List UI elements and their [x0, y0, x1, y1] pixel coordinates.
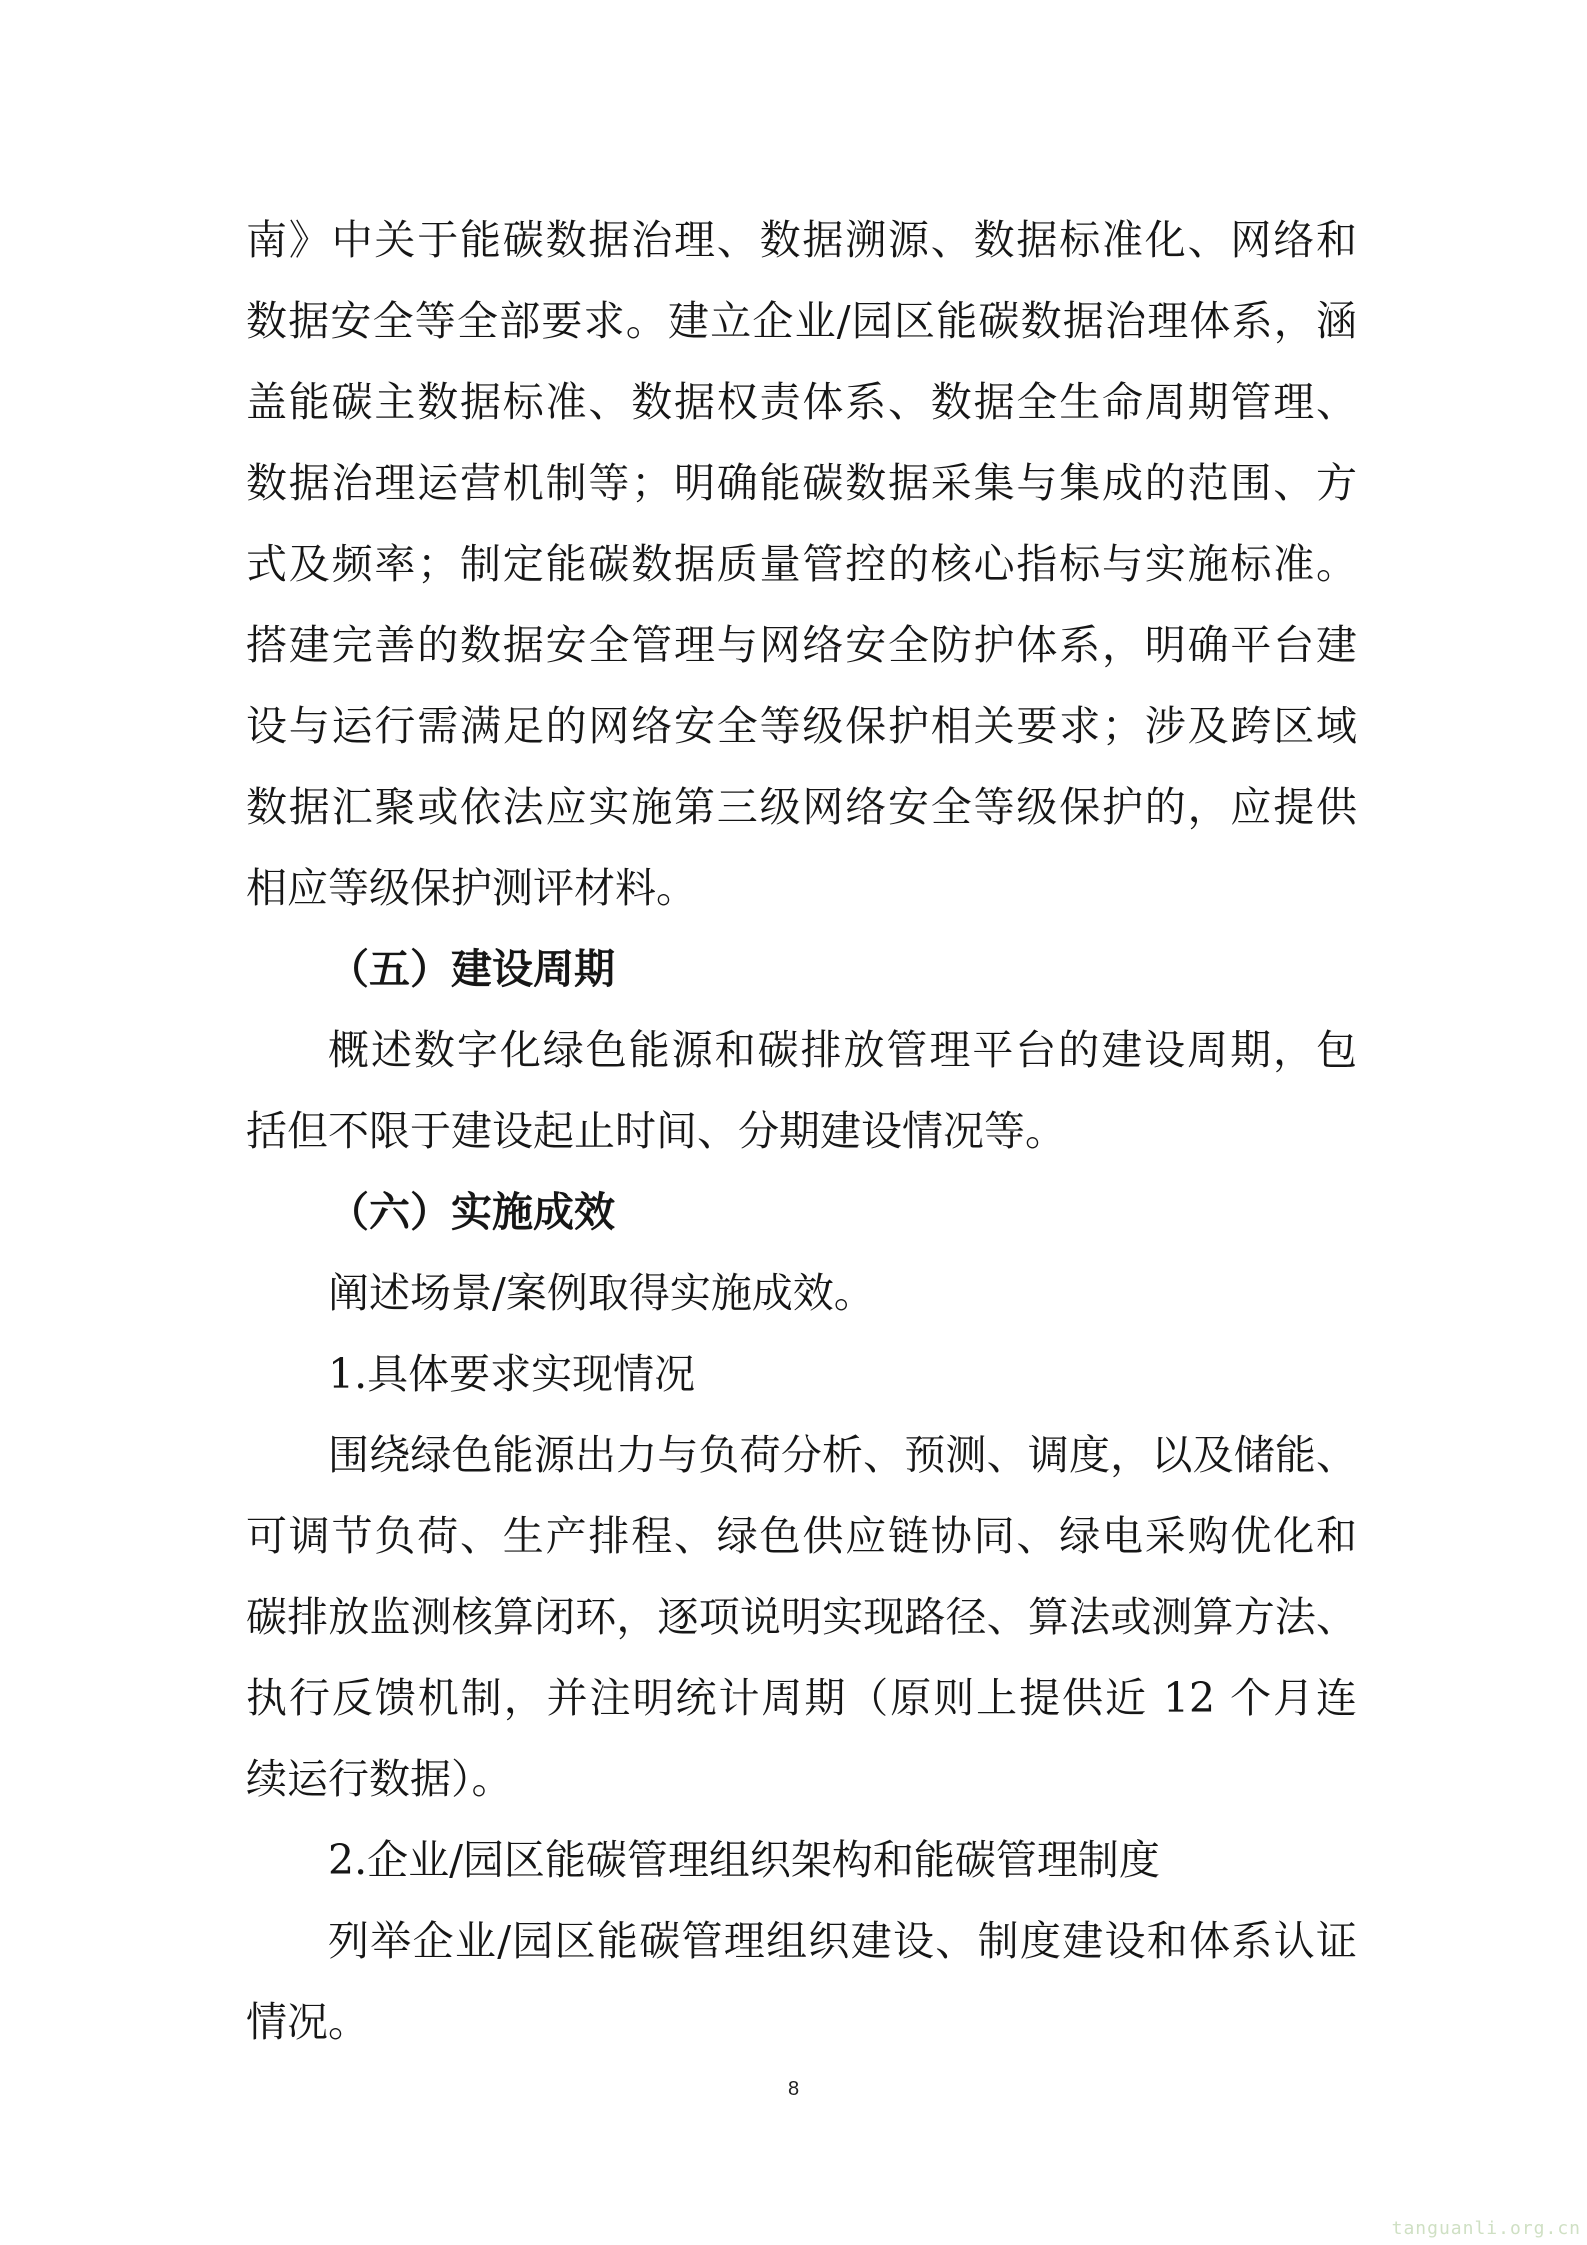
paragraph-line: 式及频率；制定能碳数据质量管控的核心指标与实施标准。	[246, 540, 1357, 588]
section-heading: （五）建设周期	[328, 945, 615, 993]
paragraph-line: 可调节负荷、生产排程、绿色供应链协同、绿电采购优化和	[246, 1512, 1357, 1560]
section-heading: （六）实施成效	[328, 1188, 615, 1236]
paragraph-line: 情况。	[246, 1998, 369, 2046]
page-number: 8	[787, 2078, 800, 2100]
subsection-title: 2.企业/园区能碳管理组织架构和能碳管理制度	[328, 1836, 1160, 1884]
paragraph-line: 括但不限于建设起止时间、分期建设情况等。	[246, 1107, 1066, 1155]
paragraph-line: 数据汇聚或依法应实施第三级网络安全等级保护的，应提供	[246, 783, 1357, 831]
paragraph-line: 相应等级保护测评材料。	[246, 864, 697, 912]
paragraph-line: 设与运行需满足的网络安全等级保护相关要求；涉及跨区域	[246, 702, 1357, 750]
paragraph-line: 盖能碳主数据标准、数据权责体系、数据全生命周期管理、	[246, 378, 1357, 426]
paragraph-line: 列举企业/园区能碳管理组织建设、制度建设和体系认证	[328, 1917, 1357, 1965]
subsection-title: 1.具体要求实现情况	[328, 1350, 696, 1398]
paragraph-line: 南》中关于能碳数据治理、数据溯源、数据标准化、网络和	[246, 216, 1357, 264]
paragraph-line: 执行反馈机制，并注明统计周期（原则上提供近 12 个月连	[246, 1674, 1357, 1722]
paragraph-line: 搭建完善的数据安全管理与网络安全防护体系，明确平台建	[246, 621, 1357, 669]
paragraph-line: 概述数字化绿色能源和碳排放管理平台的建设周期，包	[328, 1026, 1357, 1074]
paragraph-line: 阐述场景/案例取得实施成效。	[328, 1269, 875, 1317]
paragraph-line: 续运行数据）。	[246, 1755, 513, 1803]
paragraph-line: 数据安全等全部要求。建立企业/园区能碳数据治理体系，涵	[246, 297, 1357, 345]
watermark: tanguanli.org.cn	[1391, 2218, 1581, 2239]
paragraph-line: 围绕绿色能源出力与负荷分析、预测、调度，以及储能、	[328, 1431, 1357, 1479]
paragraph-line: 碳排放监测核算闭环，逐项说明实现路径、算法或测算方法、	[246, 1593, 1357, 1641]
paragraph-line: 数据治理运营机制等；明确能碳数据采集与集成的范围、方	[246, 459, 1357, 507]
